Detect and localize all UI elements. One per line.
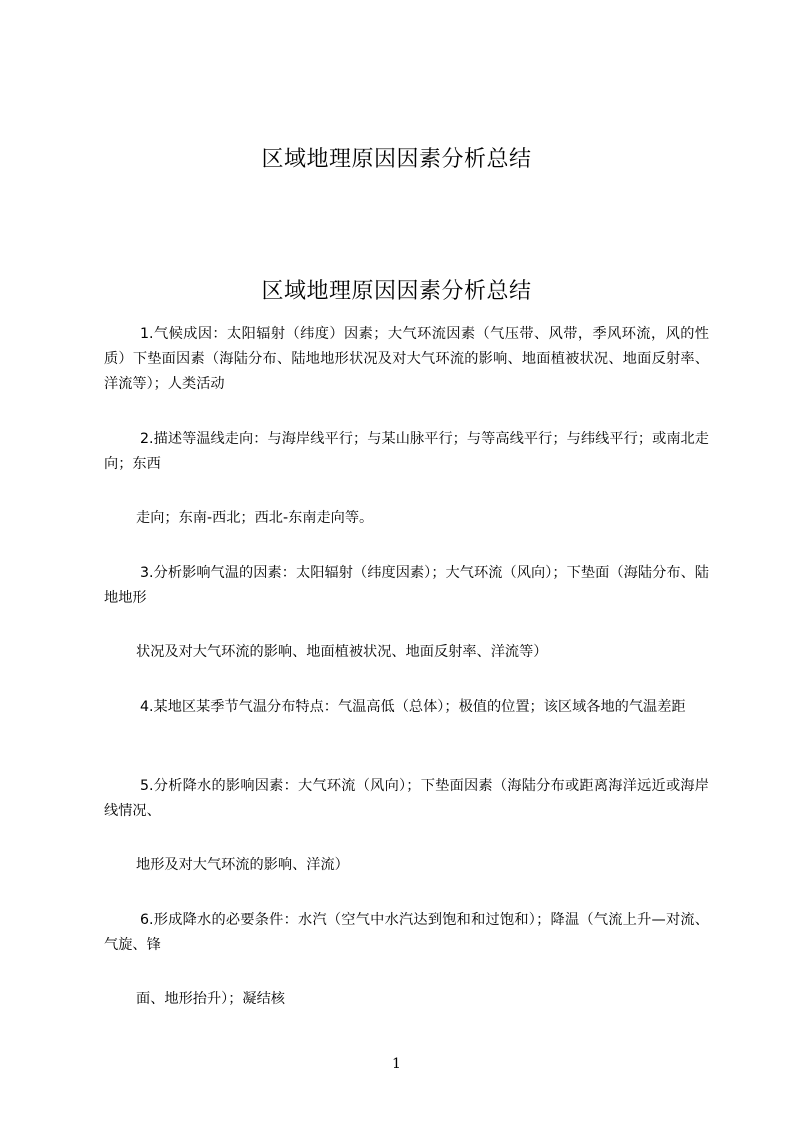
paragraph-temperature-factors-cont: 状况及对大气环流的影响、地面植被状况、地面反射率、洋流等） bbox=[136, 644, 548, 660]
header-title: 区域地理原因因素分析总结 bbox=[261, 147, 532, 172]
paragraph-precipitation-factors-cont: 地形及对大气环流的影响、洋流） bbox=[136, 857, 349, 873]
paragraph-precipitation-conditions-cont: 面、地形抬升）；凝结核 bbox=[136, 991, 285, 1007]
paragraph-isotherm-direction-cont: 走向；东南-西北；西北-东南走向等。 bbox=[136, 510, 374, 526]
paragraph-precipitation-conditions: 6.形成降水的必要条件：水汽（空气中水汽达到饱和和过饱和）；降温（气流上升—对流、气旋、锋 bbox=[104, 912, 709, 953]
paragraph-temperature-factors: 3.分析影响气温的因素：太阳辐射（纬度因素）；大气环流（风向）；下垫面（海陆分布、陆地地形 bbox=[104, 565, 709, 606]
page-number: 1 bbox=[392, 1056, 401, 1072]
paragraph-temperature-distribution: 4.某地区某季节气温分布特点：气温高低（总体）；极值的位置；该区域各地的气温差距 bbox=[140, 699, 686, 715]
paragraph-precipitation-factors: 5.分析降水的影响因素：大气环流（风向）；下垫面因素（海陆分布或距离海洋远近或海岸线情况、 bbox=[104, 778, 709, 819]
paragraph-climate-causes: 1.气候成因：太阳辐射（纬度）因素；大气环流因素（气压带、风带，季风环流，风的性质）下垫面因素（海陆分布、陆地地形状况及对大气环流的影响、地面植被状况、地面反射率、洋流等）；人类活动 bbox=[104, 326, 709, 392]
document-title: 区域地理原因因素分析总结 bbox=[261, 279, 532, 304]
paragraph-isotherm-direction: 2.描述等温线走向：与海岸线平行；与某山脉平行；与等高线平行；与纬线平行；或南北走向；东西 bbox=[104, 431, 709, 472]
